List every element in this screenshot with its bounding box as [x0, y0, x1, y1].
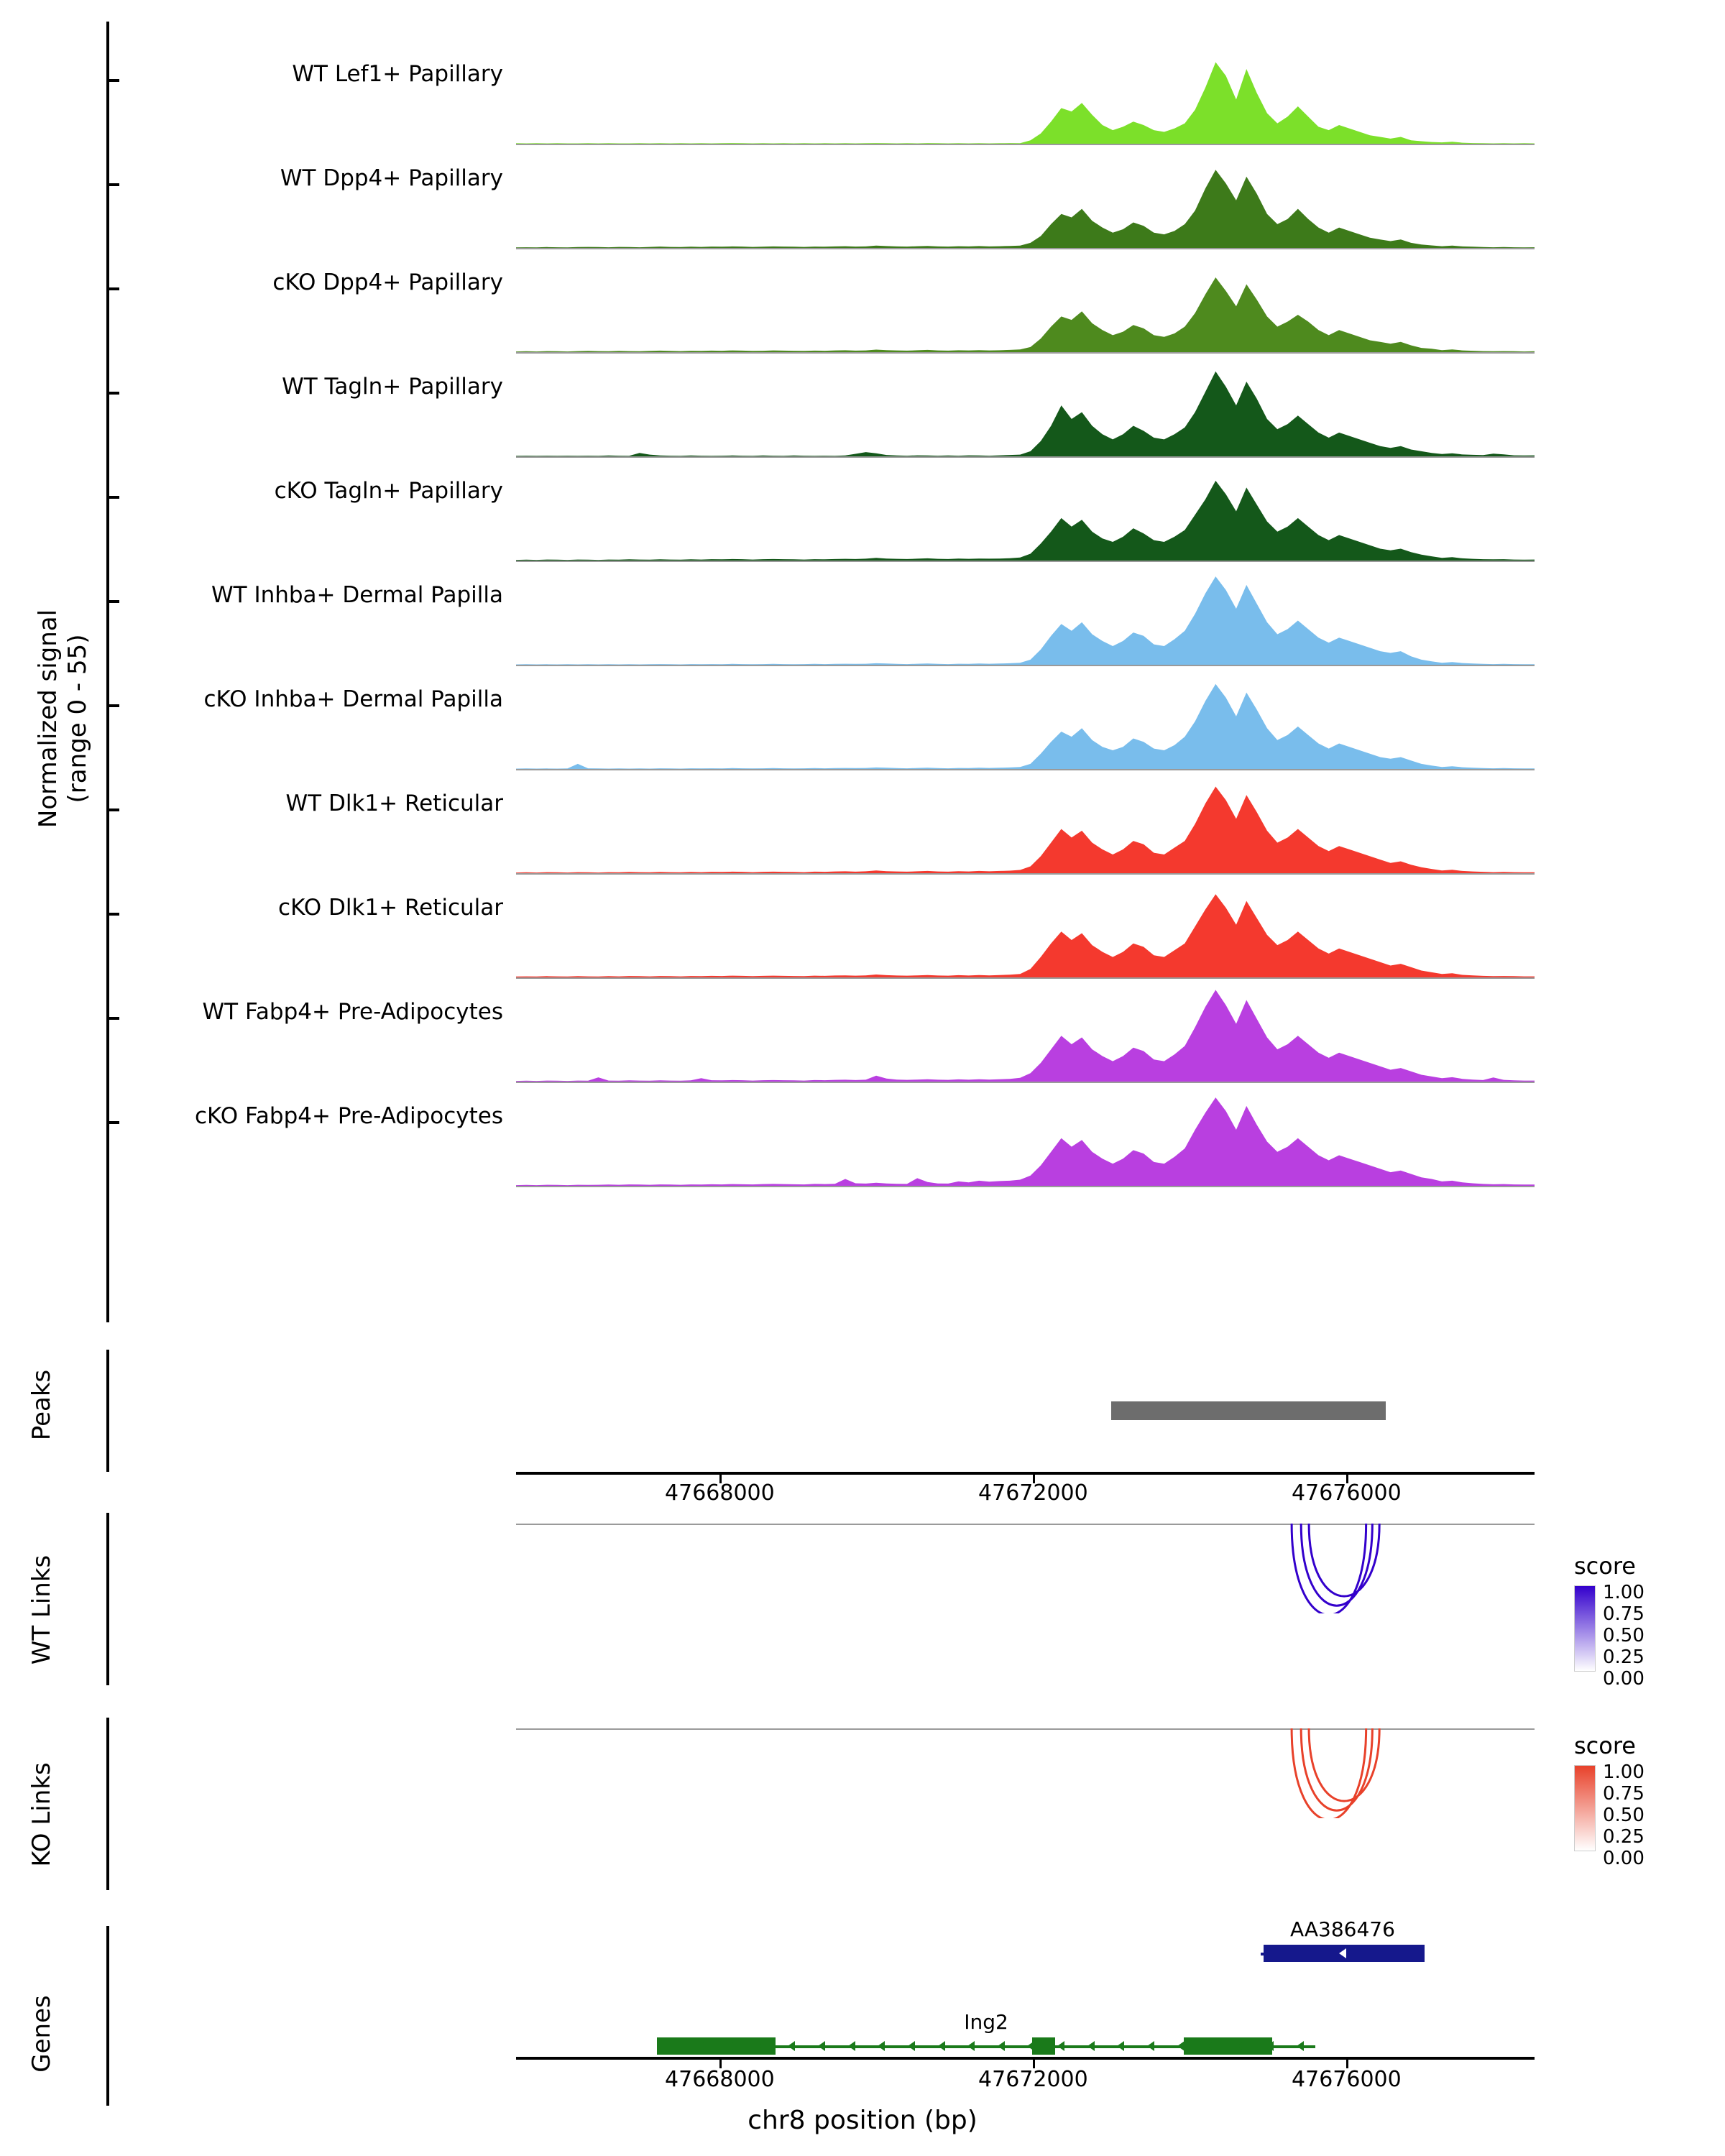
signal-track-label: WT Dlk1+ Reticular [285, 791, 503, 816]
ko-links-legend-title: score [1574, 1732, 1636, 1759]
gene-strand-arrow-icon [758, 2041, 765, 2051]
ko-links-legend [1574, 1732, 1644, 1869]
signal-track-label: WT Fabp4+ Pre-Adipocytes [202, 999, 503, 1025]
legend-tick-label: 0.75 [1603, 1783, 1644, 1805]
genes-section-label: Genes [27, 1995, 56, 2073]
signal-axis-tick [106, 704, 119, 707]
genes-axis-spine [106, 1926, 109, 2106]
legend-tick-label: 1.00 [1603, 1761, 1644, 1783]
gene-label: Ing2 [964, 2010, 1008, 2034]
links-axis-spine [106, 1718, 109, 1890]
legend-tick-label: 0.25 [1603, 1826, 1644, 1848]
link-arc [1292, 1728, 1366, 1818]
ko-links-section-label: KO Links [27, 1762, 56, 1867]
gene-strand-arrow-icon [848, 2041, 855, 2051]
signal-axis-tick [106, 79, 119, 82]
signal-track-label: WT Lef1+ Papillary [292, 61, 503, 87]
signal-track-label: cKO Fabp4+ Pre-Adipocytes [195, 1103, 503, 1129]
gene-strand-arrow-icon [938, 2041, 945, 2051]
x-axis-line [516, 2057, 1535, 2060]
gene-exon [1032, 2037, 1055, 2055]
links-arcs [516, 1728, 1535, 1818]
links-axis-spine [106, 1513, 109, 1685]
gene-strand-arrow-icon [1027, 2041, 1034, 2051]
wt-links-legend-title: score [1574, 1552, 1636, 1580]
signal-track-area [516, 466, 1535, 563]
gene-strand-arrow-icon [967, 2041, 975, 2051]
signal-track-label: WT Tagln+ Papillary [282, 374, 503, 400]
signal-track-area [516, 778, 1535, 876]
gene-exon [1184, 2037, 1273, 2055]
gene-strand-arrow-icon [878, 2041, 885, 2051]
gene-strand-arrow-icon [1087, 2041, 1095, 2051]
legend-tick-label: 0.50 [1603, 1805, 1644, 1826]
y-axis-label-line1: Normalized signal [34, 609, 63, 829]
legend-tick-label: 0.50 [1603, 1625, 1644, 1646]
gene-strand-arrow-icon [728, 2041, 735, 2051]
signal-axis-tick [106, 808, 119, 811]
signal-axis-tick [106, 392, 119, 395]
signal-track-area [516, 883, 1535, 980]
legend-tick-label: 1.00 [1603, 1582, 1644, 1603]
gene-strand-arrow-icon [1237, 2041, 1244, 2051]
gene-strand-arrow-icon [1147, 2041, 1154, 2051]
signal-track-label: WT Inhba+ Dermal Papilla [211, 582, 503, 608]
legend-tick-label: 0.25 [1603, 1646, 1644, 1668]
signal-axis-tick [106, 1017, 119, 1020]
signal-track-area [516, 674, 1535, 772]
x-axis-title: chr8 position (bp) [748, 2106, 978, 2135]
signal-track-label: cKO Inhba+ Dermal Papilla [203, 686, 503, 712]
link-arc [1292, 1524, 1366, 1613]
link-arc [1301, 1524, 1372, 1606]
signal-axis-tick [106, 600, 119, 603]
links-arcs [516, 1524, 1535, 1613]
gene-strand-arrow-icon [1057, 2041, 1064, 2051]
signal-track-area [516, 153, 1535, 251]
ko-links-legend-ticks [1603, 1761, 1644, 1869]
signal-axis-tick [106, 1121, 119, 1124]
x-axis-tick-label: 47672000 [978, 1480, 1088, 1506]
x-axis-tick-label: 47676000 [1292, 2067, 1402, 2092]
ko-links-colorbar [1574, 1765, 1596, 1851]
gene-strand-arrow-icon [818, 2041, 825, 2051]
signal-track-area [516, 1091, 1535, 1189]
gene-label: AA386476 [1289, 1917, 1395, 1941]
x-axis-tick-label: 47672000 [978, 2067, 1088, 2092]
signal-track-area [516, 361, 1535, 459]
gene-strand-arrow-icon [788, 2041, 795, 2051]
wt-links-legend [1574, 1552, 1644, 1690]
x-axis-line [516, 1472, 1535, 1475]
peak-region [1111, 1401, 1386, 1420]
legend-tick-label: 0.00 [1603, 1848, 1644, 1869]
y-axis-label-line2: (range 0 - 55) [63, 634, 92, 803]
signal-track-label: cKO Dlk1+ Reticular [278, 895, 503, 921]
signal-track-area [516, 987, 1535, 1084]
gene-strand-arrow-icon [998, 2041, 1005, 2051]
gene-strand-arrow-icon [908, 2041, 915, 2051]
peaks-axis-spine [106, 1350, 109, 1472]
wt-links-legend-ticks [1603, 1582, 1644, 1690]
legend-tick-label: 0.75 [1603, 1603, 1644, 1625]
signal-track-area [516, 570, 1535, 668]
x-axis-tick-label: 47668000 [665, 1480, 775, 1506]
signal-track-area [516, 257, 1535, 355]
y-axis-label [34, 609, 93, 828]
gene-strand-arrow-icon [1266, 2041, 1274, 2051]
signal-axis-tick [106, 496, 119, 499]
wt-links-colorbar [1574, 1585, 1596, 1672]
gene-strand-arrow-icon [1207, 2041, 1214, 2051]
signal-track-label: cKO Tagln+ Papillary [274, 478, 503, 504]
gene-strand-arrow-icon [1297, 2041, 1304, 2051]
signal-track-label: WT Dpp4+ Papillary [280, 165, 503, 191]
signal-axis-tick [106, 287, 119, 290]
gene-strand-arrow-icon [1339, 1948, 1346, 1958]
x-axis-tick-label: 47668000 [665, 2067, 775, 2092]
gene-strand-arrow-icon [668, 2041, 676, 2051]
signal-axis-spine [106, 22, 109, 1322]
signal-axis-tick [106, 183, 119, 186]
gene-strand-arrow-icon [1177, 2041, 1184, 2051]
signal-track-label: cKO Dpp4+ Papillary [272, 270, 503, 295]
wt-links-section-label: WT Links [27, 1554, 56, 1665]
signal-track-area [516, 49, 1535, 147]
link-arc [1301, 1728, 1372, 1810]
gene-strand-arrow-icon [699, 2041, 706, 2051]
legend-tick-label: 0.00 [1603, 1668, 1644, 1690]
gene-strand-arrow-icon [1117, 2041, 1124, 2051]
peaks-section-label: Peaks [27, 1369, 56, 1441]
x-axis-tick-label: 47676000 [1292, 1480, 1402, 1506]
signal-axis-tick [106, 913, 119, 916]
